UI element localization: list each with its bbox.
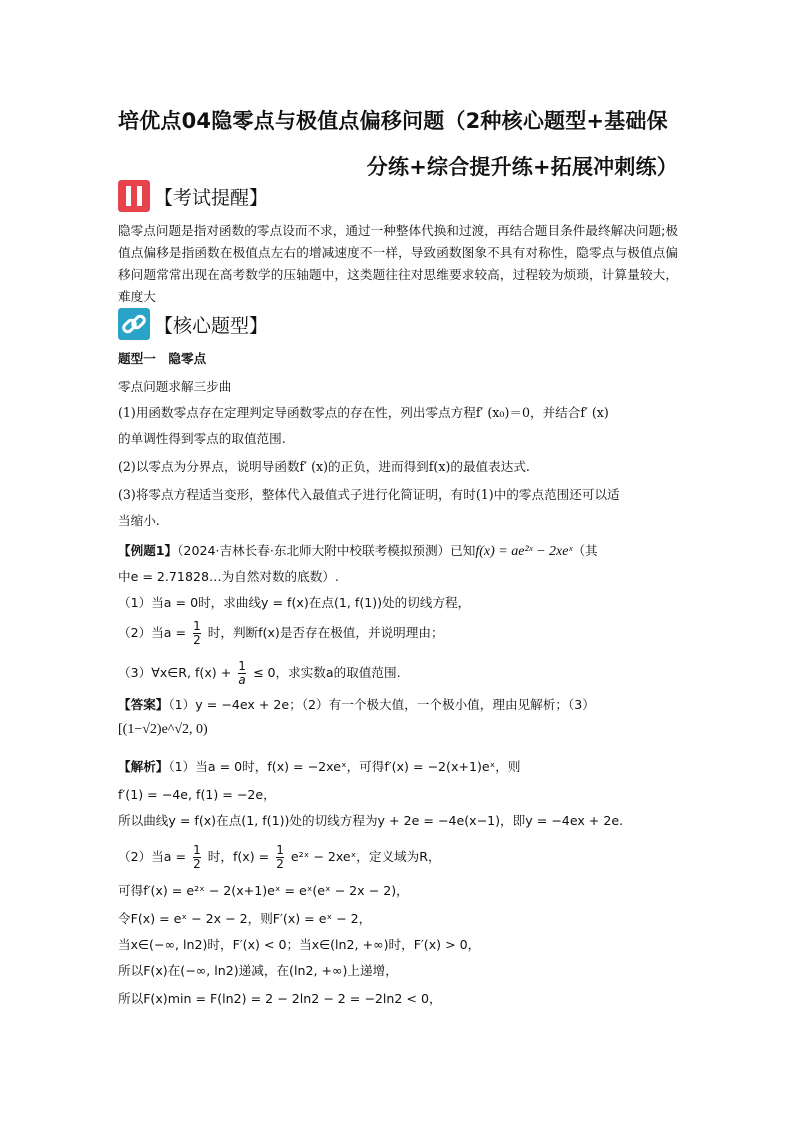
example-line-2: 中e = 2.71828…为自然对数的底数）. <box>118 569 339 584</box>
example-function: f(x) = ae²ˣ − 2xeˣ <box>475 544 573 559</box>
fraction <box>193 844 201 871</box>
question-2 <box>118 620 444 647</box>
question-3 <box>118 660 401 687</box>
example-line-1 <box>118 540 598 560</box>
q2-text: （2）当a = <box>118 625 187 640</box>
example-tail: （其 <box>572 543 598 558</box>
fraction-numerator: 1 <box>276 843 284 857</box>
step-line: (2)以零点为分界点，说明导函数f′ (x)的正负，进而得到f(x)的最值表达式. <box>118 459 530 474</box>
fraction <box>276 844 284 871</box>
title-line-1: 培优点04隐零点与极值点偏移问题（2种核心题型+基础保 <box>118 109 668 133</box>
step-line: (3)将零点方程适当变形，整体代入最值式子进行化简证明，有时(1)中的零点范围还可以适 <box>118 487 620 502</box>
fraction-numerator: 1 <box>193 619 201 633</box>
analysis-text: （2）当a = <box>118 849 187 864</box>
steps-heading: 零点问题求解三步曲 <box>118 379 232 394</box>
analysis-line <box>118 756 520 775</box>
exam-reminder-text: 隐零点问题是指对函数的零点设而不求，通过一种整体代换和过渡，再结合题目条件最终解决问题;极值点偏移是指函数在极值点左右的增减速度不一样，导致函数图象不具有对称性，隐零点与极值点偏移问题常常出现在高考数学的压轴题中，这类题往往对思维要求较高，过程较为烦琐，计算量较大，难度大 <box>118 223 678 304</box>
fraction-denominator: 2 <box>193 633 201 647</box>
analysis-line: 令F(x) = eˣ − 2x − 2，则F′(x) = eˣ − 2， <box>118 911 372 926</box>
fraction-numerator: 1 <box>193 843 201 857</box>
analysis-line: 所以F(x)在(−∞, ln2)递减，在(ln2, +∞)上递增， <box>118 963 398 978</box>
analysis-text: （1）当a = 0时，f(x) = −2xeˣ，可得f′(x) = −2(x+1)eˣ，则 <box>168 759 521 774</box>
step-line: 的单调性得到零点的取值范围. <box>118 431 286 446</box>
analysis-line: 可得f′(x) = e²ˣ − 2(x+1)eˣ = eˣ(eˣ − 2x − 2)， <box>118 883 409 898</box>
chain-link-icon <box>118 308 150 340</box>
fraction-numerator: 1 <box>238 659 246 673</box>
q3-text: （3）∀x∈R, f(x) + <box>118 665 232 680</box>
analysis-line: 所以F(x)min = F(ln2) = 2 − 2ln2 − 2 = −2ln2 < 0， <box>118 991 442 1006</box>
q2-text: 时，判断f(x)是否存在极值，并说明理由； <box>207 625 444 640</box>
example-source: （2024·吉林长春·东北师大附中校联考模拟预测）已知 <box>177 543 476 558</box>
example-tag: 【例题1】 <box>118 543 178 558</box>
fraction <box>193 620 201 647</box>
page-title <box>118 98 678 190</box>
answer-line-2: [(1−√2)e^√2, 0) <box>118 722 208 737</box>
analysis-line <box>118 844 441 871</box>
fraction-denominator: 2 <box>276 857 284 871</box>
step-line: 当缩小. <box>118 513 160 528</box>
section-label: 【核心题型】 <box>154 315 269 337</box>
question-1: （1）当a = 0时，求曲线y = f(x)在点(1, f(1))处的切线方程， <box>118 595 471 610</box>
section-label: 【考试提醒】 <box>154 187 269 209</box>
analysis-line: 当x∈(−∞, ln2)时，F′(x) < 0；当x∈(ln2, +∞)时，F′(x) > 0， <box>118 937 481 952</box>
answer-line-1 <box>118 694 595 713</box>
analysis-tag: 【解析】 <box>118 759 169 774</box>
analysis-text: e²ˣ − 2xeˣ，定义域为R， <box>290 849 441 864</box>
q3-text: ≤ 0，求实数a的取值范围. <box>252 665 401 680</box>
analysis-line: f′(1) = −4e, f(1) = −2e， <box>118 787 276 802</box>
type-heading: 题型一 隐零点 <box>118 351 207 366</box>
analysis-text: 时，f(x) = <box>207 849 270 864</box>
step-line: (1)用函数零点存在定理判定导函数零点的存在性，列出零点方程f′ (x₀)＝0，并结合f′ (x) <box>118 405 609 420</box>
answer-text: （1）y = −4ex + 2e；（2）有一个极大值，一个极小值，理由见解析；（3） <box>168 697 595 712</box>
fraction <box>238 660 246 687</box>
fraction-denominator: 2 <box>193 857 201 871</box>
fraction-denominator: a <box>238 673 246 687</box>
pause-bars-icon <box>118 180 150 212</box>
title-line-2: 分练+综合提升练+拓展冲刺练） <box>366 155 678 179</box>
analysis-line: 所以曲线y = f(x)在点(1, f(1))处的切线方程为y + 2e = −4e(x−1)，即y = −4ex + 2e. <box>118 813 624 828</box>
answer-tag: 【答案】 <box>118 697 169 712</box>
